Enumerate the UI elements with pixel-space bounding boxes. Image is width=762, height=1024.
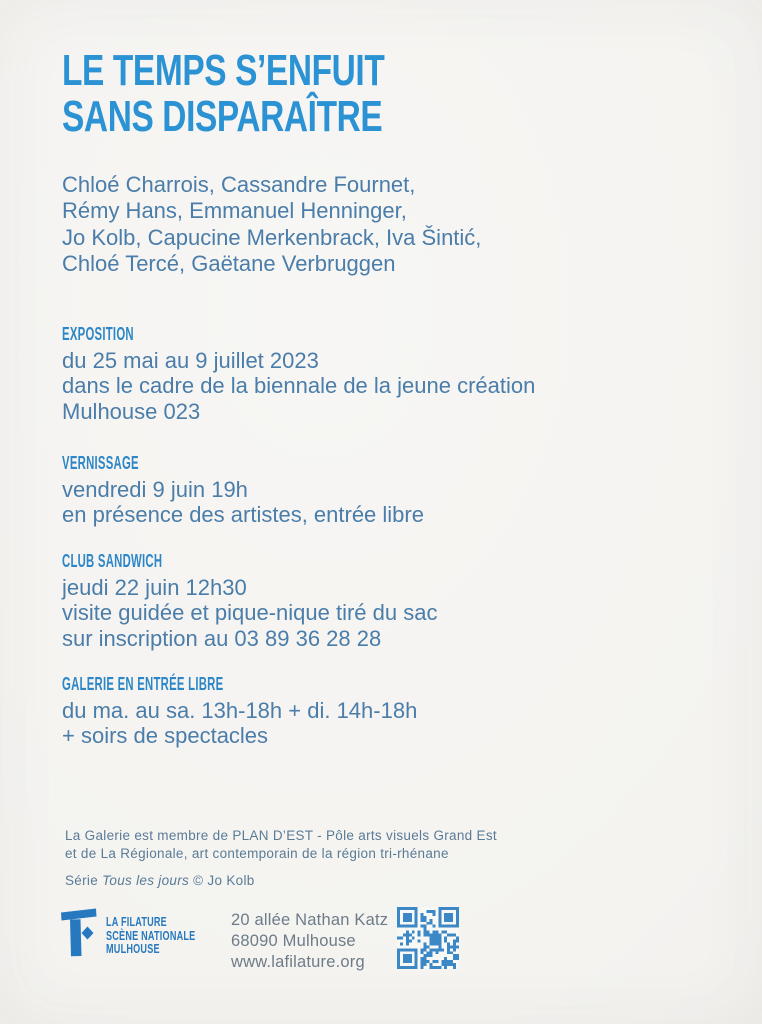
logo-text-line: SCÈNE NATIONALE [106, 927, 196, 943]
section-heading: EXPOSITION [62, 324, 134, 344]
credit-prefix: Série [65, 873, 103, 888]
section-line: vendredi 9 juin 19h [62, 477, 248, 502]
artist-line: Chloé Charrois, Cassandre Fournet, [62, 172, 416, 197]
section-line: dans le cadre de la biennale de la jeune création [62, 373, 536, 399]
membership-line: et de La Régionale, art contemporain de la région tri-rhénane [65, 846, 449, 861]
poster-title [62, 48, 384, 140]
artist-list [62, 172, 481, 277]
section-line: du ma. au sa. 13h-18h + di. 14h-18h [62, 698, 418, 723]
address-line: 20 allée Nathan Katz [231, 911, 389, 929]
section-heading: VERNISSAGE [62, 453, 139, 473]
section-line: jeudi 22 juin 12h30 [62, 575, 247, 600]
membership-line: La Galerie est membre de PLAN D’EST - Pôle arts visuels Grand Est [65, 828, 497, 843]
section-heading: GALERIE EN ENTRÉE LIBRE [62, 674, 224, 694]
section-heading: CLUB SANDWICH [62, 551, 163, 571]
section-galerie [62, 674, 417, 749]
title-line-2: SANS DISPARAÎTRE [62, 92, 383, 141]
section-line: sur inscription au 03 89 36 28 28 [62, 625, 382, 651]
section-vernissage [62, 453, 424, 528]
la-filature-logo-text [106, 915, 195, 956]
photo-credit [65, 872, 255, 890]
section-club-sandwich [62, 551, 437, 651]
la-filature-logo-icon [60, 906, 98, 960]
section-line: en présence des artistes, entrée libre [62, 502, 424, 528]
artist-line: Jo Kolb, Capucine Merkenbrack, Iva Šintić, [62, 224, 482, 250]
section-line: du 25 mai au 9 juillet 2023 [62, 348, 319, 373]
credit-series-title: Tous les jours [102, 873, 190, 888]
section-exposition [62, 324, 535, 424]
section-line: + soirs de spectacles [62, 723, 269, 749]
logo-text-line: MULHOUSE [106, 941, 160, 956]
logo-text-line: LA FILATURE [106, 914, 167, 929]
venue-address [231, 910, 388, 972]
title-line-1: LE TEMPS S’ENFUIT [62, 46, 385, 95]
section-line: Mulhouse 023 [62, 398, 201, 424]
credit-suffix: © Jo Kolb [189, 873, 255, 888]
address-line: 68090 Mulhouse [231, 931, 356, 950]
section-line: visite guidée et pique-nique tiré du sac [62, 600, 438, 626]
qr-code-icon [397, 907, 459, 969]
artist-line: Rémy Hans, Emmanuel Henninger, [62, 198, 407, 224]
artist-line: Chloé Tercé, Gaëtane Verbruggen [62, 250, 396, 276]
website-url: www.lafilature.org [231, 952, 365, 971]
membership-note [65, 827, 497, 863]
